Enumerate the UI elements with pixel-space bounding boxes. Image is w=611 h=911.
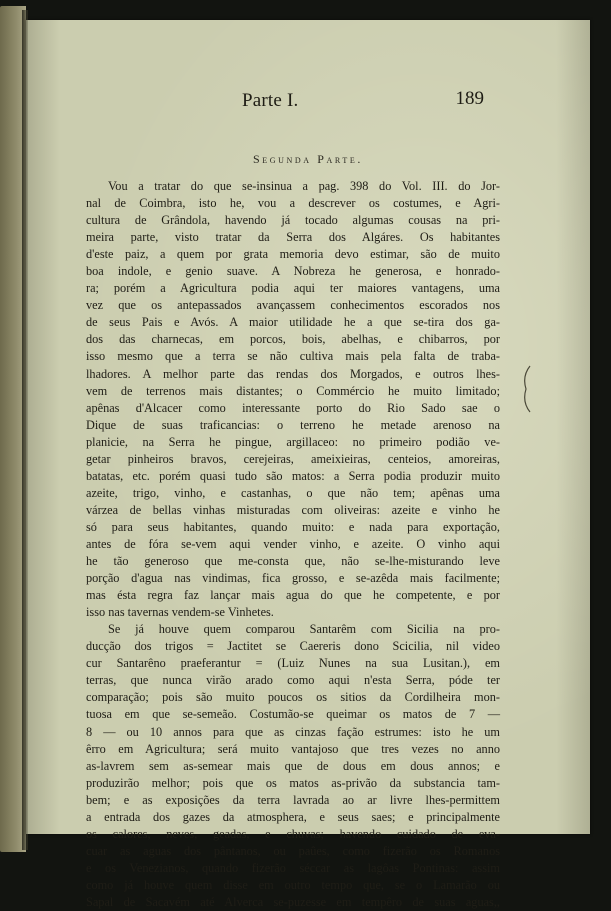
text-line: terras, que nunca virão arado como aqui n'esta Serra, póde ter xyxy=(86,673,500,688)
text-line: isso mesmo que a terra se não cultiva mais pela falta de traba- xyxy=(86,349,500,364)
text-line: boa indole, e genio suave. A Nobreza he generosa, e honrado- xyxy=(86,264,500,279)
running-head: Parte I. xyxy=(242,90,299,111)
text-line: batatas, etc. porém quasi tudo são matos: a Serra podia produzir muito xyxy=(86,468,500,483)
text-line: os calores, neves, geadas, e chuvas; havendo cuidado de eva- xyxy=(86,826,500,841)
text-line: d'este paiz, a quem por grata memoria devo estimar, são de muito xyxy=(86,247,500,262)
text-line: cuar as aguas dos pântanos, ou paûes, como fizerão os Romanos xyxy=(86,843,500,858)
text-line: apênas d'Alcacer como interessante porto do Rio Sado sae o xyxy=(86,400,500,415)
book-page xyxy=(26,20,590,909)
text-line: comparação; pois são muito poucos os sitios da Cordilheira mon- xyxy=(86,690,500,705)
book-gutter xyxy=(22,10,28,850)
text-line: Se já houve quem comparou Santarêm com Sicilia na pro- xyxy=(108,622,500,637)
body-text xyxy=(86,178,500,911)
text-line: só para seus habitantes, quando muito: e nada para exportação, xyxy=(86,519,500,534)
text-line: ducção dos trigos = Jactitet se Caereris dono Scicilia, nil video xyxy=(86,639,500,654)
text-line: Dique de suas traficancias: o terreno he metade arenoso na xyxy=(86,417,500,432)
text-line: várzea de bellas vinhas misturadas com oliveiras: azeite e vinho he xyxy=(86,502,500,517)
text-line: azeite, trigo, vinho, e castanhas, o que não tem; apênas uma xyxy=(86,485,500,500)
text-line: porção d'agua nas vindimas, fica grosso, e se-azêda mais facilmente; xyxy=(86,571,500,586)
text-line: he tão generoso que me-consta que, não se-lhe-misturando leve xyxy=(86,554,500,569)
text-line: cur Santarêno praeferantur = (Luiz Nunes na sua Lusitan.), em xyxy=(86,656,500,671)
text-line: como já houve quem disse em outro tempo que, se o Lamarão ou xyxy=(86,877,500,892)
page-number: 189 xyxy=(455,88,484,109)
text-line: cultura de Grândola, havendo já tocado algumas cousas na pri- xyxy=(86,213,500,228)
text-line: planicie, na Serra he pingue, argillaceo: no primeiro podião ve- xyxy=(86,434,500,449)
section-title: Segunda Parte. xyxy=(253,152,363,166)
margin-bracket-mark xyxy=(520,364,534,414)
text-line: bem; e as exposições da terra lavrada ao ar livre lhes-permittem xyxy=(86,792,500,807)
text-line: dos das charnecas, em porcos, bois, abelhas, e chibarros, por xyxy=(86,332,500,347)
text-line: nal de Coimbra, isto he, vou a descrever os costumes, e Agri- xyxy=(86,196,500,211)
text-line: êrro em Agricultura; será muito vantajoso que tres vezes no anno xyxy=(86,741,500,756)
text-line: isso nas tavernas vendem-se Vinhetes. xyxy=(86,605,274,620)
text-line: a entrada dos gazes da atmosphera, e seus saes; e principalmente xyxy=(86,809,500,824)
text-line: Vou a tratar do que se-insinua a pag. 398 do Vol. III. do Jor- xyxy=(108,179,500,193)
text-line: lhadores. A melhor parte das rendas dos Morgados, e outros lhes- xyxy=(86,366,500,381)
text-line: Sapal de Sacavém até Alverca se-puzesse em tempêro de suas aguas,, xyxy=(86,894,500,909)
text-line: produzirão melhor; pois que os matos as-privão da substancia tam- xyxy=(86,775,500,790)
text-line: tuosa em que se-semeão. Costumão-se queimar os matos de 7 — xyxy=(86,707,500,722)
text-line: antes de fóra se-vem aqui vender vinho, e azeite. O vinho aqui xyxy=(86,536,500,551)
text-line: 8 — ou 10 annos para que as cinzas fação estrumes: isto he um xyxy=(86,724,500,739)
text-line: vez que os antepassados avançassem conhecimentos escorados nos xyxy=(86,298,500,313)
text-line: ra; porém a Agricultura podia aqui ter maiores vantagens, uma xyxy=(86,281,500,296)
text-line: de seus Pais e Avós. A maior utilidade he a que se-tira dos ga- xyxy=(86,315,500,330)
page-header xyxy=(26,90,590,116)
text-line: vem de terrenos mais distantes; o Commércio he muito limitado; xyxy=(86,383,500,398)
text-line: mas ésta regra faz lançar mais agua do que he competente, e por xyxy=(86,588,500,603)
text-line: meira parte, visto tratar da Serra dos Algáres. Os habitantes xyxy=(86,230,500,245)
text-line: getar pinheiros bravos, cerejeiras, ameixieiras, centeios, amoreiras, xyxy=(86,451,500,466)
text-line: e os Venezianos, quando fizerão séccar as lagôas Pontinas: assim xyxy=(86,860,500,875)
text-line: as-lavrem sem as-semear mais que de dous em dous annos; e xyxy=(86,758,500,773)
